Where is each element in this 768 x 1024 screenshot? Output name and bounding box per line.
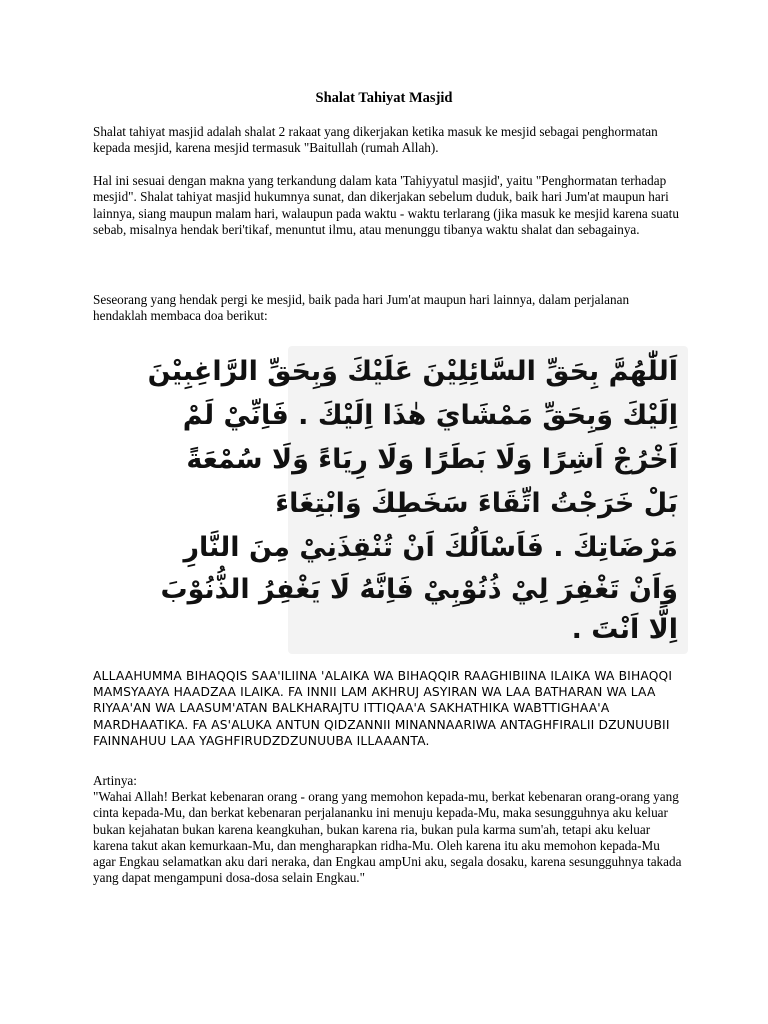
arabic-line: اِلَيْكَ وَبِحَقِّ مَمْشَايَ هٰذَا اِلَيْكَ . فَاِنِّيْ لَمْ [182, 400, 678, 431]
arabic-line: اَخْرُجْ اَشِرًا وَلَا بَطَرًا وَلَا رِيَاءً وَلَا سُمْعَةً [186, 444, 678, 475]
arabic-line: اَللّٰهُمَّ بِحَقِّ السَّائِلِيْنَ عَلَيْكَ وَبِحَقِّ الرَّاغِبِيْنَ [147, 356, 678, 387]
arabic-doa-image [147, 346, 688, 654]
paragraph-definition: Shalat tahiyat masjid adalah shalat 2 rakaat yang dikerjakan ketika masuk ke mesjid sebagai penghormatan kepada mesjid, karena mesjid termasuk "Baitullah (rumah Allah). [93, 124, 658, 156]
page-title: Shalat Tahiyat Masjid [315, 90, 453, 106]
translation-text: "Wahai Allah! Berkat kebenaran orang - orang yang memohon kepada-mu, berkat kebenaran orang-orang yang cinta kepada-Mu, dan berkat kebenaran perjalananku ini menuju kepada-Mu, maka sesungguhnya aku keluar bukan kejahatan bukan karena keangkuhan, bukan karena ria, bukan pula karma sum'ah, tetapi aku keluar karena takut akan kemurkaan-Mu, dan mengharapkan ridha-Mu. Oleh karena itu aku memohon kepada-Mu agar Engkau selamatkan aku dari neraka, dan Engkau ampUni aku, segala dosaku, karena sesungguhnya takada yang dapat mengampuni dosa-dosa selain Engkau." [93, 789, 682, 886]
paragraph-doa-intro: Seseorang yang hendak pergi ke mesjid, baik pada hari Jum'at maupun hari lainnya, dalam perjalanan hendaklah membaca doa berikut: [93, 292, 630, 324]
paragraph-meaning: Hal ini sesuai dengan makna yang terkandung dalam kata 'Tahiyyatul masjid', yaitu "Penghormatan terhadap mesjid". Shalat tahiyat masjid hukumnya sunat, dan dikerjakan sebelum duduk, baik hari Jum'at maupun hari lainnya, siang maupun malam hari, walaupun pada waktu - waktu terlarang (jika masuk ke mesjid karena suatu sebab, misalnya hendak beri'tikaf, menuntut ilmu, atau menunggu tibanya waktu shalat dan sebagainya. [93, 173, 679, 237]
arabic-line: اِلَّا اَنْتَ . [571, 614, 678, 645]
arabic-line: بَلْ خَرَجْتُ اتِّقَاءَ سَخَطِكَ وَابْتِغَاءَ [275, 488, 678, 519]
arabic-line: مَرْضَاتِكَ . فَاَسْاَلُكَ اَنْ تُنْقِذَنِيْ مِنَ النَّارِ [183, 532, 678, 563]
translation-label: Artinya: [93, 773, 137, 788]
transliteration-text: ALLAAHUMMA BIHAQQIS SAA'ILIINA 'ALAIKA WA BIHAQQIR RAAGHIBIINA ILAIKA WA BIHAQQI MAMSYAAYA HAADZAA ILAIKA. FA INNII LAM AKHRUJ ASYIRAN WA LAA BATHARAN WA LAA RIYAA'AN WA LAASUM'ATAN BALKHARAJTU ITTIQAA'A SAKHATHIKA WABTTIGHAA'A MARDHAATIKA. FA AS'ALUKA ANTUN QIDZANNII MINANNAARIWA ANTAGHFIRALII DZUNUUBII FAINNAHUU LAA YAGHFIRUDZDZUNUUBA ILLAAANTA. [93, 669, 673, 748]
arabic-line: وَاَنْ تَغْفِرَ لِيْ ذُنُوْبِيْ فَاِنَّهُ لَا يَغْفِرُ الذُّنُوْبَ [160, 574, 678, 605]
